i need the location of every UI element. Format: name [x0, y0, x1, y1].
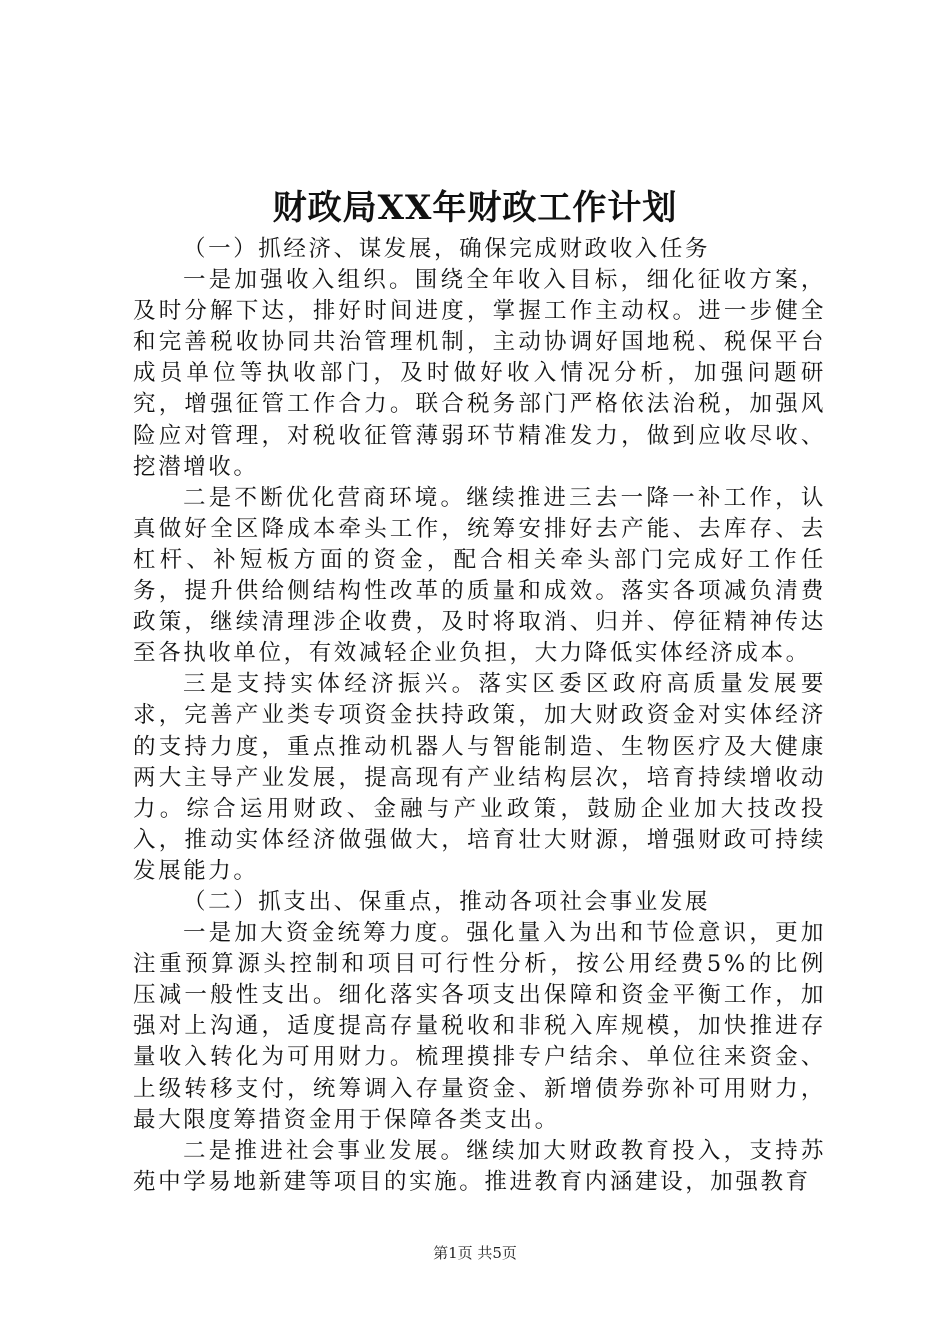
section-heading: （一）抓经济、谋发展，确保完成财政收入任务: [183, 236, 711, 262]
document-title: 财政局XX年财政工作计划: [272, 188, 678, 228]
document-body: [133, 234, 826, 1198]
paragraph: 一是加大资金统筹力度。强化量入为出和节俭意识，更加注重预算源头控制和项目可行性分析，按公用经费5%的比例压减一般性支出。细化落实各项支出保障和资金平衡工作，加强对上沟通，适度提高存量税收和非税入库规模，加快推进存量收入转化为可用财力。梳理摸排专户结余、单位往来资金、上级转移支付，统筹调入存量资金、新增债券弥补可用财力，最大限度筹措资金用于保障各类支出。: [133, 920, 826, 1133]
paragraph: 二是推进社会事业发展。继续加大财政教育投入，支持苏苑中学易地新建等项目的实施。推进教育内涵建设，加强教育: [133, 1137, 826, 1195]
section-heading: （二）抓支出、保重点，推动各项社会事业发展: [183, 888, 711, 915]
paragraph: 二是不断优化营商环境。继续推进三去一降一补工作，认真做好全区降成本牵头工作，统筹安排好去产能、去库存、去杠杆、补短板方面的资金，配合相关牵头部门完成好工作任务，提升供给侧结构性改革的质量和成效。落实各项减负清费政策，继续清理涉企收费，及时将取消、归并、停征精神传达至各执收单位，有效减轻企业负担，大力降低实体经济成本。: [133, 484, 826, 667]
paragraph: 一是加强收入组织。围绕全年收入目标，细化征收方案，及时分解下达，排好时间进度，掌握工作主动权。进一步健全和完善税收协同共治管理机制，主动协调好国地税、税保平台成员单位等执收部门，及时做好收入情况分析，加强问题研究，增强征管工作合力。联合税务部门严格依法治税，加强风险应对管理，对税收征管薄弱环节精准发力，做到应收尽收、挖潜增收。: [133, 267, 826, 480]
page-footer: 第1页 共5页: [433, 1244, 517, 1262]
paragraph: 三是支持实体经济振兴。落实区委区政府高质量发展要求，完善产业类专项资金扶持政策，加大财政资金对实体经济的支持力度，重点推动机器人与智能制造、生物医疗及大健康两大主导产业发展，提高现有产业结构层次，培育持续增收动力。综合运用财政、金融与产业政策，鼓励企业加大技改投入，推动实体经济做强做大，培育壮大财源，增强财政可持续发展能力。: [133, 671, 826, 884]
